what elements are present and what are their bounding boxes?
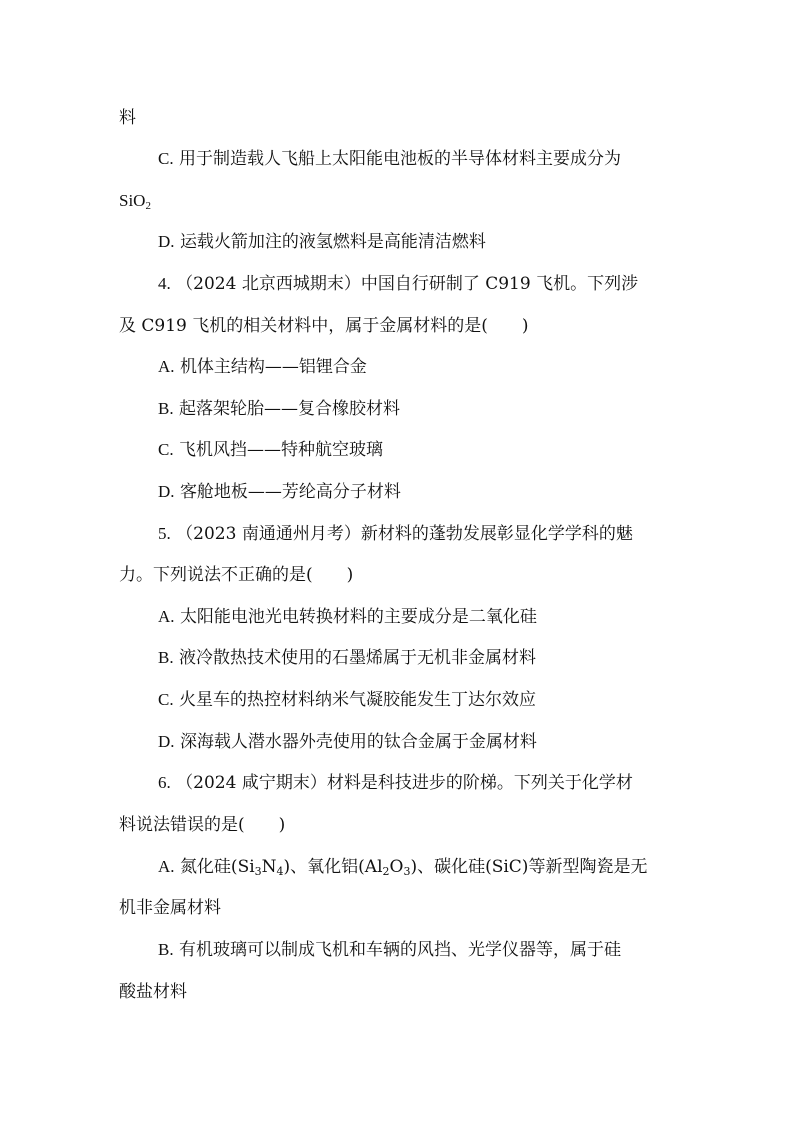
question-6-option-b: [158, 939, 621, 961]
formula-line: [119, 190, 151, 212]
option-text: 酸盐材料: [119, 982, 187, 1002]
option-label: B.: [158, 648, 174, 667]
question-text: 中国自行研制了 C919 飞机。下列涉: [360, 274, 639, 294]
question-number: 6.: [158, 773, 171, 792]
question-5-option-d: [158, 731, 537, 753]
question-6-stem: [158, 772, 633, 794]
formula-subscript: 3: [403, 865, 411, 878]
question-source: （2024 咸宁期末）: [176, 773, 327, 793]
question-text: 及 C919 飞机的相关材料中，属于金属材料的是( ): [119, 316, 529, 336]
option-text: 机体主结构——铝锂合金: [179, 357, 367, 377]
question-6-option-b-cont: [119, 981, 187, 1003]
option-label: B.: [158, 940, 174, 959]
question-5-stem: [158, 523, 633, 545]
option-label: A.: [158, 857, 175, 876]
option-label: C.: [158, 690, 174, 709]
formula-subscript: 2: [382, 865, 390, 878]
question-text: 新材料的蓬勃发展彰显化学学科的魅: [360, 524, 633, 544]
question-4-option-b: [158, 398, 400, 420]
question-6-option-a: [158, 856, 647, 878]
option-label: D.: [158, 482, 175, 501]
formula-subscript: 2: [145, 200, 151, 212]
question-4-stem-cont: [119, 315, 529, 337]
question-4-option-d: [158, 481, 401, 503]
option-text: 客舱地板——芳纶高分子材料: [179, 482, 401, 502]
option-text: 火星车的热控材料纳米气凝胶能发生丁达尔效应: [179, 690, 536, 710]
option-text: 飞机风挡——特种航空玻璃: [179, 440, 383, 460]
formula-subscript: 3: [254, 865, 262, 878]
question-6-stem-cont: [119, 814, 285, 836]
option-text: )、氧化铝(Al: [283, 857, 383, 877]
option-d-prev: [158, 231, 486, 253]
question-text: 材料是科技进步的阶梯。下列关于化学材: [326, 773, 633, 793]
option-text: 太阳能电池光电转换材料的主要成分是二氧化硅: [179, 607, 537, 627]
option-text: 液冷散热技术使用的石墨烯属于无机非金属材料: [179, 648, 536, 668]
question-5-stem-cont: [119, 564, 353, 586]
option-text: 用于制造载人飞船上太阳能电池板的半导体材料主要成分为: [179, 149, 621, 169]
question-source: （2023 南通通州月考）: [176, 524, 361, 544]
question-5-option-a: [158, 606, 537, 628]
option-label: B.: [158, 399, 174, 418]
formula-subscript: 4: [276, 865, 284, 878]
option-text: 起落架轮胎——复合橡胶材料: [179, 399, 400, 419]
question-4-option-c: [158, 439, 383, 461]
option-text: 机非金属材料: [119, 898, 221, 918]
question-6-option-a-cont: [119, 897, 221, 919]
question-text: 料说法错误的是( ): [119, 815, 286, 835]
question-number: 4.: [158, 274, 171, 293]
option-label: C.: [158, 440, 174, 459]
question-text: 力。下列说法不正确的是( ): [119, 565, 354, 585]
question-4-option-a: [158, 356, 367, 378]
option-label: A.: [158, 607, 175, 626]
option-text: 深海载人潜水器外壳使用的钛合金属于金属材料: [179, 732, 537, 752]
question-5-option-c: [158, 689, 536, 711]
option-text: N: [261, 857, 277, 877]
option-text: )、碳化硅(SiC)等新型陶瓷是无: [410, 857, 648, 877]
option-label: D.: [158, 732, 175, 751]
option-c-prev: [158, 148, 621, 170]
option-text: 运载火箭加注的液氢燃料是高能清洁燃料: [179, 232, 486, 252]
option-text: 氮化硅(Si: [179, 857, 255, 877]
option-text: O: [389, 857, 404, 877]
text-fragment: 料: [119, 108, 136, 128]
option-label: D.: [158, 232, 175, 251]
continued-text: [119, 107, 136, 129]
question-4-stem: [158, 273, 638, 295]
question-5-option-b: [158, 647, 536, 669]
option-label: A.: [158, 357, 175, 376]
question-number: 5.: [158, 524, 171, 543]
option-text: 有机玻璃可以制成飞机和车辆的风挡、光学仪器等，属于硅: [179, 940, 621, 960]
option-label: C.: [158, 149, 174, 168]
formula-text: SiO: [119, 191, 146, 210]
question-source: （2024 北京西城期末）: [176, 274, 361, 294]
